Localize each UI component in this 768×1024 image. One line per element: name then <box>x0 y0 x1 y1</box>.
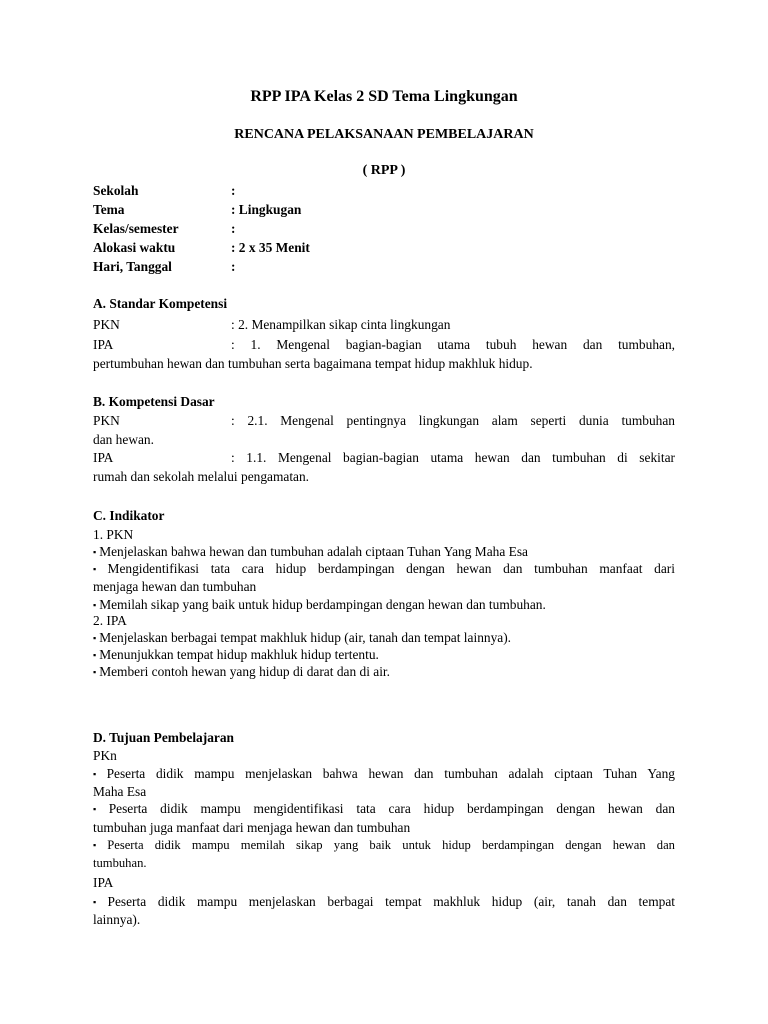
bullet-icon: ▪ <box>93 769 104 779</box>
bullet-icon: ▪ <box>93 804 106 814</box>
list-item: ▪ Memilah sikap yang baik untuk hidup berdampingan dengan hewan dan tumbuhan. <box>93 597 546 612</box>
section-a-ipa-line: : 1. Mengenal bagian-bagian utama tubuh hewan dan tumbuhan, <box>231 337 675 352</box>
identity-label: Hari, Tanggal <box>93 259 172 274</box>
section-b-pkn-label: PKN <box>93 413 120 428</box>
section-a-pkn-text: : 2. Menampilkan sikap cinta lingkungan <box>231 317 451 332</box>
section-a-heading: A. Standar Kompetensi <box>93 296 228 311</box>
list-item: ▪ Peserta didik mampu menjelaskan bahwa hewan dan tumbuhan adalah ciptaan Tuhan Yang <box>93 766 675 781</box>
section-a-ipa-line: pertumbuhan hewan dan tumbuhan serta bagaimana tempat hidup makhluk hidup. <box>93 356 533 371</box>
list-item: ▪ Memberi contoh hewan yang hidup di darat dan di air. <box>93 664 390 679</box>
bullet-icon: ▪ <box>93 600 97 610</box>
list-item-continuation: lainnya). <box>93 912 141 927</box>
list-item-continuation: tumbuhan. <box>93 856 147 870</box>
section-c-ipa-number: 2. IPA <box>93 613 127 628</box>
list-item-continuation: menjaga hewan dan tumbuhan <box>93 579 257 594</box>
bullet-icon: ▪ <box>93 840 105 850</box>
list-item: ▪ Menunjukkan tempat hidup makhluk hidup tertentu. <box>93 647 379 662</box>
page-subtitle: RENCANA PELAKSANAAN PEMBELAJARAN <box>234 127 534 142</box>
identity-label: Tema <box>93 202 125 217</box>
identity-value: : <box>231 221 236 236</box>
identity-value: : <box>231 183 236 198</box>
rpp-label: ( RPP ) <box>362 163 406 178</box>
section-d-pkn-label: PKn <box>93 748 117 763</box>
identity-value: : <box>231 259 236 274</box>
identity-label: Alokasi waktu <box>93 240 176 255</box>
identity-label: Kelas/semester <box>93 221 179 236</box>
section-b-ipa-line: rumah dan sekolah melalui pengamatan. <box>93 469 310 484</box>
section-a-ipa-label: IPA <box>93 337 114 352</box>
section-b-pkn-line: dan hewan. <box>93 432 154 447</box>
list-item: ▪ Menjelaskan bahwa hewan dan tumbuhan adalah ciptaan Tuhan Yang Maha Esa <box>93 544 528 559</box>
section-a-pkn-label: PKN <box>93 317 120 332</box>
bullet-icon: ▪ <box>93 897 105 907</box>
identity-value: : Lingkugan <box>231 202 302 217</box>
list-item-continuation: tumbuhan juga manfaat dari menjaga hewan dan tumbuhan <box>93 820 411 835</box>
list-item: ▪ Peserta didik mampu menjelaskan berbagai tempat makhluk hidup (air, tanah dan tempat <box>93 894 675 909</box>
list-item: ▪ Peserta didik mampu mengidentifikasi tata cara hidup berdampingan dengan hewan dan <box>93 801 675 816</box>
list-item: ▪ Peserta didik mampu memilah sikap yang baik untuk hidup berdampingan dengan hewan dan <box>93 838 675 852</box>
bullet-icon: ▪ <box>93 633 97 643</box>
list-item-continuation: Maha Esa <box>93 784 147 799</box>
section-d-ipa-label: IPA <box>93 875 114 890</box>
list-item: ▪ Menjelaskan berbagai tempat makhluk hidup (air, tanah dan tempat lainnya). <box>93 630 512 645</box>
section-c-pkn-number: 1. PKN <box>93 527 134 542</box>
identity-label: Sekolah <box>93 183 139 198</box>
section-b-ipa-label: IPA <box>93 450 114 465</box>
page-title: RPP IPA Kelas 2 SD Tema Lingkungan <box>250 88 518 105</box>
section-d-heading: D. Tujuan Pembelajaran <box>93 730 234 745</box>
section-c-heading: C. Indikator <box>93 508 165 523</box>
identity-value: : 2 x 35 Menit <box>231 240 310 255</box>
bullet-icon: ▪ <box>93 667 97 677</box>
section-b-heading: B. Kompetensi Dasar <box>93 394 215 409</box>
bullet-icon: ▪ <box>93 547 97 557</box>
bullet-icon: ▪ <box>93 650 97 660</box>
section-b-pkn-line: : 2.1. Mengenal pentingnya lingkungan alam seperti dunia tumbuhan <box>231 413 675 428</box>
bullet-icon: ▪ <box>93 564 105 574</box>
list-item: ▪ Mengidentifikasi tata cara hidup berdampingan dengan hewan dan tumbuhan manfaat dari <box>93 561 675 576</box>
section-b-ipa-line: : 1.1. Mengenal bagian-bagian utama hewan dan tumbuhan di sekitar <box>231 450 675 465</box>
